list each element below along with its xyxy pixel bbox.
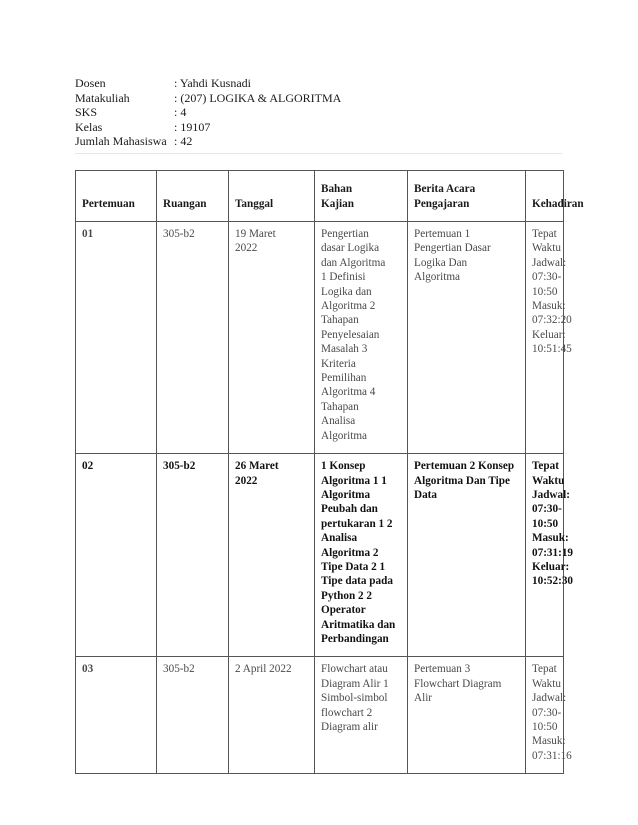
info-value: : Yahdi Kusnadi [174,76,252,90]
cell-berita-acara: Pertemuan 2 Konsep Algoritma Dan Tipe Data [408,454,526,657]
info-row-dosen [75,76,341,91]
info-row-sks [75,105,341,120]
column-header-pertemuan: Pertemuan [76,171,157,222]
info-value: : 4 [174,105,187,120]
cell-tanggal: 26 Maret 2022 [229,454,315,657]
info-row-matakuliah [75,91,341,106]
cell-kehadiran: Tepat Waktu Jadwal: 07:30-10:50 Masuk: 07:31:16 [526,657,564,774]
column-header-tanggal: Tanggal [229,171,315,222]
cell-bahan-kajian: 1 Konsep Algoritma 1 1 Algoritma Peubah dan pertukaran 1 2 Analisa Algoritma 2 Tipe Data 2 1 Tipe data pada Python 2 2 Operator Aritmatika dan Perbandingan [315,454,408,657]
cell-berita-acara: Pertemuan 3 Flowchart Diagram Alir [408,657,526,774]
cell-tanggal: 2 April 2022 [229,657,315,774]
cell-berita-acara: Pertemuan 1 Pengertian Dasar Logika Dan Algoritma [408,222,526,454]
info-label: Kelas [75,119,103,134]
schedule-table [75,170,584,774]
cell-bahan-kajian: Pengertian dasar Logika dan Algoritma 1 Definisi Logika dan Algoritma 2 Tahapan Penyelesaian Masalah 3 Kriteria Pemilihan Algoritma 4 Tahapan Analisa Algoritma [315,222,408,454]
cell-bahan-kajian: Flowchart atau Diagram Alir 1 Simbol-simbol flowchart 2 Diagram alir [315,657,408,774]
info-value: : 19107 [174,119,211,134]
divider [75,153,562,154]
cell-tanggal: 19 Maret 2022 [229,222,315,454]
column-header-bahan-kajian: Bahan Kajian [315,171,408,222]
info-label: Matakuliah [75,90,130,105]
info-row-jumlah-mahasiswa [75,134,341,149]
info-label: SKS [75,105,98,120]
column-header-kehadiran: Kehadiran [526,171,564,222]
cell-kehadiran: Tepat Waktu Jadwal: 07:30-10:50 Masuk: 07:31:19 Keluar: 10:52:30 [526,454,564,657]
info-value: : 42 [174,134,193,149]
cell-ruangan: 305-b2 [157,222,229,454]
cell-pertemuan: 03 [76,657,157,774]
cell-pertemuan: 01 [76,222,157,454]
table-row [76,657,564,774]
info-label: Jumlah Mahasiswa [75,134,167,149]
info-value: : (207) LOGIKA & ALGORITMA [174,90,342,105]
info-label: Dosen [75,76,106,90]
info-row-kelas [75,120,341,135]
course-info [75,76,341,149]
cell-pertemuan: 02 [76,454,157,657]
cell-ruangan: 305-b2 [157,657,229,774]
column-header-ruangan: Ruangan [157,171,229,222]
table-header-row [76,171,564,222]
cell-ruangan: 305-b2 [157,454,229,657]
table-row [76,222,564,454]
table-row [76,454,564,657]
cell-kehadiran: Tepat Waktu Jadwal: 07:30-10:50 Masuk: 07:32:20 Keluar: 10:51:45 [526,222,564,454]
column-header-berita-acara: Berita Acara Pengajaran [408,171,526,222]
